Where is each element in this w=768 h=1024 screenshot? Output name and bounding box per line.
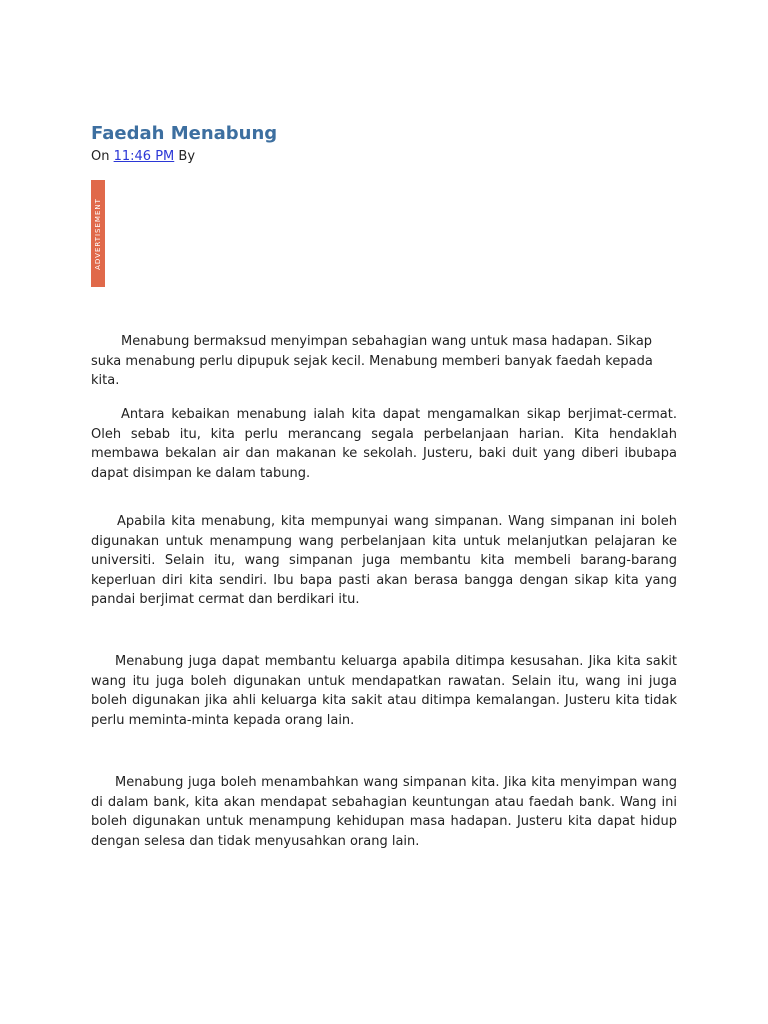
post-meta-prefix: On <box>91 149 114 164</box>
post-meta-suffix: By <box>174 149 196 164</box>
post-meta <box>91 148 195 166</box>
post-title: Faedah Menabung <box>91 123 278 144</box>
paragraph-1: Menabung bermaksud menyimpan sebahagian wang untuk masa hadapan. Sikap suka menabung perlu dipupuk sejak kecil. Menabung memberi banyak faedah kepada kita. <box>91 334 653 388</box>
paragraph-3: Apabila kita menabung, kita mempunyai wang simpanan. Wang simpanan ini boleh digunakan untuk menampung wang perbelanjaan kita untuk melanjutkan pelajaran ke universiti. Selain itu, wang simpanan juga membantu kita membeli barang-barang keperluan diri kita sendiri. Ibu bapa pasti akan berasa bangga dengan sikap kita yang pandai berjimat cermat dan berdikari itu. <box>91 514 677 607</box>
advertisement-banner[interactable] <box>91 180 105 287</box>
paragraph-4: Menabung juga dapat membantu keluarga apabila ditimpa kesusahan. Jika kita sakit wang itu juga boleh digunakan untuk mendapatkan rawatan. Selain itu, wang ini juga boleh digunakan jika ahli keluarga kita sakit atau ditimpa kemalangan. Justeru kita tidak perlu meminta-minta kepada orang lain. <box>91 654 677 728</box>
paragraph-5: Menabung juga boleh menambahkan wang simpanan kita. Jika kita menyimpan wang di dalam bank, kita akan mendapat sebahagian keuntungan atau faedah bank. Wang ini boleh digunakan untuk menampung kehidupan masa hadapan. Justeru kita dapat hidup dengan selesa dan tidak menyusahkan orang lain. <box>91 775 677 849</box>
paragraph-2: Antara kebaikan menabung ialah kita dapat mengamalkan sikap berjimat-cermat. Oleh sebab itu, kita perlu merancang segala perbelanjaan harian. Kita hendaklah membawa bekalan air dan makanan ke sekolah. Justeru, baki duit yang diberi ibubapa dapat disimpan ke dalam tabung. <box>91 407 677 481</box>
advertisement-label: ADVERTISEMENT <box>94 197 102 270</box>
post-time-link[interactable]: 11:46 PM <box>113 149 175 164</box>
